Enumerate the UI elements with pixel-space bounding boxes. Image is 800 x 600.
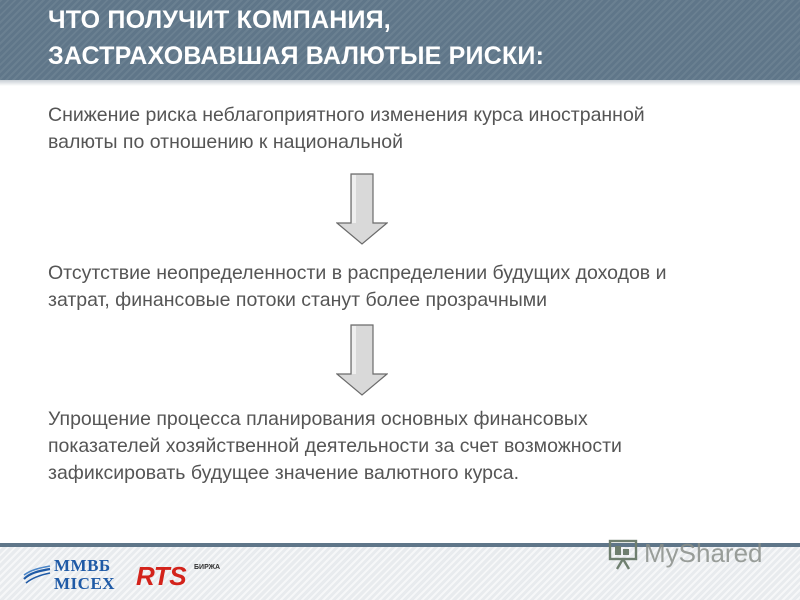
- benefit-item-3-line-3: зафиксировать будущее значение валютного курса.: [48, 462, 520, 484]
- slide-title: [48, 2, 788, 74]
- title-bar: [0, 0, 800, 80]
- down-arrow-icon: [336, 173, 388, 245]
- micex-logo-line-2: MICEX: [54, 574, 116, 593]
- benefit-item-1-line-1: Снижение риска неблагоприятного изменения курса иностранной: [48, 104, 645, 126]
- benefit-item-2-line-1: Отсутствие неопределенности в распределении будущих доходов и: [48, 262, 667, 284]
- benefit-item-3: [48, 406, 768, 487]
- benefit-item-3-line-1: Упрощение процесса планирования основных финансовых: [48, 408, 588, 430]
- title-bar-shadow: [0, 80, 800, 86]
- rts-logo-text: RTS: [136, 561, 187, 591]
- slide-title-line-2: ЗАСТРАХОВАВШАЯ ВАЛЮТЫЕ РИСКИ:: [48, 42, 545, 70]
- benefit-item-2: [48, 260, 768, 314]
- benefit-item-1: [48, 102, 768, 156]
- benefit-item-1-line-2: валюты по отношению к национальной: [48, 131, 404, 153]
- down-arrow-icon: [336, 324, 388, 396]
- micex-logo-mark-icon: [22, 563, 52, 587]
- benefit-item-2-line-2: затрат, финансовые потоки станут более прозрачными: [48, 289, 548, 311]
- presentation-board-icon: [606, 537, 640, 571]
- myshared-watermark: [606, 537, 776, 571]
- micex-logo-text: [54, 557, 115, 593]
- benefit-item-3-line-2: показателей хозяйственной деятельности за счет возможности: [48, 435, 622, 457]
- slide-title-line-1: ЧТО ПОЛУЧИТ КОМПАНИЯ,: [48, 6, 391, 34]
- watermark-text: MyShared: [644, 538, 763, 568]
- micex-logo-line-1: ММВБ: [54, 556, 111, 575]
- rts-logo-subtext: БИРЖА: [194, 564, 221, 571]
- micex-logo: [22, 557, 122, 593]
